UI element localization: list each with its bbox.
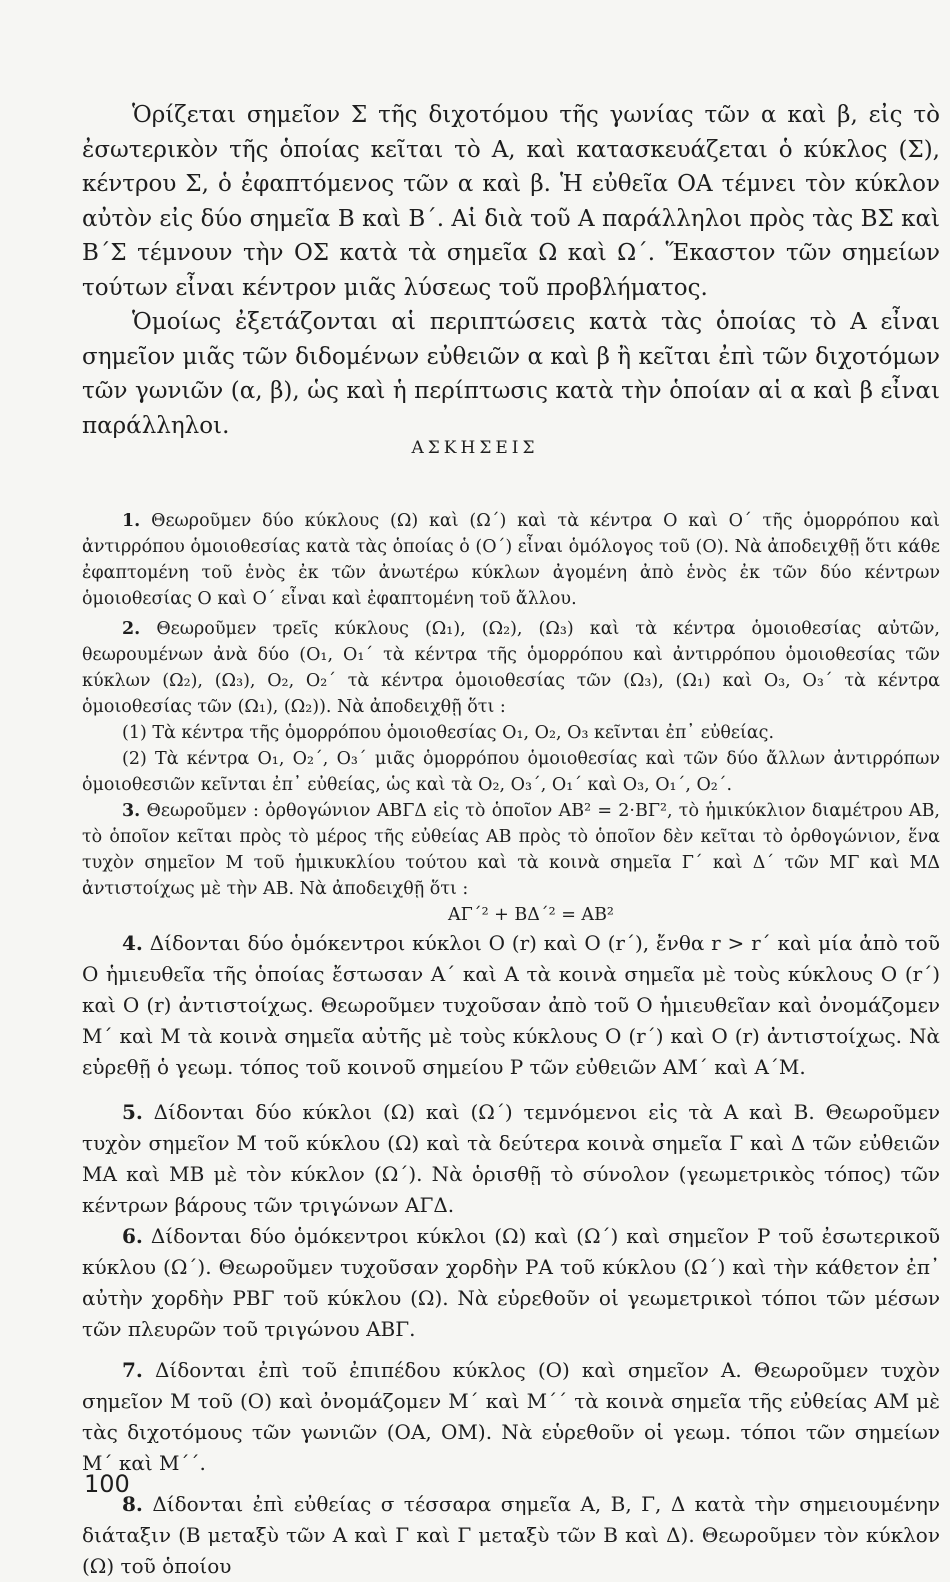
intro-paragraph-1: Ὁρίζεται σημεῖον Σ τῆς διχοτόμου τῆς γωνίας τῶν α καὶ β, εἰς τὸ ἐσωτερικὸν τῆς ὁποίας κεῖται τὸ Α, καὶ κατασκευάζεται ὁ κύκλος (Σ), κέντρου Σ, ὁ ἐφαπτόμενος τῶν α καὶ β. Ἡ εὐθεῖα ΟΑ τέμνει τὸν κύκλον αὐτὸν εἰς δύο σημεῖα Β καὶ Β΄. Αἱ διὰ τοῦ Α παράλληλοι πρὸς τὰς ΒΣ καὶ Β΄Σ τέμνουν τὴν ΟΣ κατὰ τὰ σημεῖα Ω καὶ Ω΄. Ἕκαστον τῶν σημείων τούτων εἶναι κέντρον μιᾶς λύσεως τοῦ προβλήματος. bbox=[82, 102, 940, 301]
exercise-text: Δίδονται ἐπὶ τοῦ ἐπιπέδου κύκλος (Ο) καὶ σημεῖον Α. Θεωροῦμεν τυχὸν σημεῖον Μ τοῦ (Ο) καὶ ὀνομάζομεν Μ΄ καὶ Μ΄΄ τὰ κοινὰ σημεῖα τῆς εὐθείας ΑΜ μὲ τὰς διχοτόμους τῶν γωνιῶν (ΟΑ, ΟΜ). Νὰ εὑρεθοῦν οἱ γεωμ. τόποι τῶν σημείων Μ΄ καὶ Μ΄΄. bbox=[82, 1358, 941, 1475]
exercise-number: 1. bbox=[122, 511, 141, 531]
exercise-5 bbox=[82, 1097, 940, 1221]
exercises-list bbox=[82, 508, 940, 1582]
exercise-number: 7. bbox=[122, 1358, 143, 1382]
intro-text bbox=[82, 98, 940, 443]
exercise-number: 3. bbox=[122, 801, 141, 821]
exercise-4 bbox=[82, 928, 940, 1083]
exercise-3 bbox=[82, 798, 940, 928]
exercise-subitem: (1) Τὰ κέντρα τῆς ὁμορρόπου ὁμοιοθεσίας Ο₁, Ο₂, Ο₃ κεῖνται ἐπ᾽ εὐθείας. bbox=[122, 723, 775, 743]
intro-paragraph-2: Ὁμοίως ἐξετάζονται αἱ περιπτώσεις κατὰ τὰς ὁποίας τὸ Α εἶναι σημεῖον μιᾶς τῶν διδομένων εὐθειῶν α καὶ β ἢ κεῖται ἐπὶ τῶν διχοτόμων τῶν γωνιῶν (α, β), ὡς καὶ ἡ περίπτωσις κατὰ τὴν ὁποίαν αἱ α καὶ β εἶναι παράλληλοι. bbox=[82, 309, 940, 439]
exercise-6 bbox=[82, 1221, 940, 1345]
exercise-text: Θεωροῦμεν δύο κύκλους (Ω) καὶ (Ω΄) καὶ τὰ κέντρα Ο καὶ Ο΄ τῆς ὁμορρόπου καὶ ἀντιρρόπου ὁμοιοθεσίας κατὰ τὰς ὁποίας ὁ (Ο΄) εἶναι ὁμόλογος τοῦ (Ο). Νὰ ἀποδειχθῇ ὅτι κάθε ἐφαπτομένη τοῦ ἑνὸς ἐκ τῶν ἀνωτέρω κύκλων ἀγομένη ἀπὸ ἑνὸς ἐκ τῶν δύο κέντρων ὁμοιοθεσίας Ο καὶ Ο΄ εἶναι καὶ ἐφαπτομένη τοῦ ἄλλου. bbox=[82, 511, 940, 609]
exercise-text: Θεωροῦμεν τρεῖς κύκλους (Ω₁), (Ω₂), (Ω₃) καὶ τὰ κέντρα ὁμοιοθεσίας αὐτῶν, θεωρουμένων ἀνὰ δύο (Ο₁, Ο₁΄ τὰ κέντρα τῆς ὁμορρόπου καὶ ἀντιρρόπου ὁμοιοθεσίας τῶν κύκλων (Ω₂), (Ω₃), Ο₂, Ο₂΄ τὰ κέντρα ὁμοιοθεσίας τῶν (Ω₃), (Ω₁) καὶ Ο₃, Ο₃΄ τὰ κέντρα ὁμοιοθεσίας τῶν (Ω₁), (Ω₂)). Νὰ ἀποδειχθῇ ὅτι : bbox=[82, 619, 940, 717]
exercise-number: 8. bbox=[122, 1492, 143, 1516]
page-number: 100 bbox=[84, 1470, 130, 1498]
exercise-text: Θεωροῦμεν : ὀρθογώνιον ΑΒΓΔ εἰς τὸ ὁποῖον ΑΒ² = 2·ΒΓ², τὸ ἡμικύκλιον διαμέτρου ΑΒ, τὸ ὁποῖον κεῖται πρὸς τὸ μέρος τῆς εὐθείας ΑΒ πρὸς τὸ ὁποῖον δὲν κεῖται τὸ ὀρθογώνιον, ἕνα τυχὸν σημεῖον Μ τοῦ ἡμικυκλίου τούτου καὶ τὰ κοινὰ σημεῖα Γ΄ καὶ Δ΄ τῶν ΜΓ καὶ ΜΔ ἀντιστοίχως μὲ τὴν ΑΒ. Νὰ ἀποδειχθῇ ὅτι : bbox=[82, 801, 940, 899]
exercise-text: Δίδονται δύο κύκλοι (Ω) καὶ (Ω΄) τεμνόμενοι εἰς τὰ Α καὶ Β. Θεωροῦμεν τυχὸν σημεῖον Μ τοῦ κύκλου (Ω) καὶ τὰ δεύτερα κοινὰ σημεῖα Γ καὶ Δ τῶν εὐθειῶν ΜΑ καὶ ΜΒ μὲ τὸν κύκλον (Ω΄). Νὰ ὁρισθῇ τὸ σύνολον (γεωμετρικὸς τόπος) τῶν κέντρων βάρους τῶν τριγώνων ΑΓΔ. bbox=[82, 1100, 940, 1217]
exercise-subitem: (2) Τὰ κέντρα Ο₁, Ο₂΄, Ο₃΄ μιᾶς ὁμορρόπου ὁμοιοθεσίας καὶ τῶν δύο ἄλλων ἀντιρρόπων ὁμοιοθεσιῶν κεῖνται ἐπ᾽ εὐθείας, ὡς καὶ τὰ Ο₂, Ο₃΄, Ο₁΄ καὶ Ο₃, Ο₁΄, Ο₂΄. bbox=[82, 749, 940, 795]
exercise-1 bbox=[82, 508, 940, 612]
formula: ΑΓ΄² + ΒΔ΄² = ΑΒ² bbox=[448, 905, 614, 925]
exercise-2 bbox=[82, 616, 940, 798]
exercise-number: 2. bbox=[122, 619, 141, 639]
exercise-text: Δίδονται δύο ὁμόκεντροι κύκλοι Ο (r) καὶ Ο (r΄), ἔνθα r > r΄ καὶ μία ἀπὸ τοῦ Ο ἡμιευθεῖα τῆς ὁποίας ἔστωσαν Α΄ καὶ Α τὰ κοινὰ σημεῖα μὲ τοὺς κύκλους Ο (r΄) καὶ Ο (r) ἀντιστοίχως. Θεωροῦμεν τυχοῦσαν ἀπὸ τοῦ Ο ἡμιευθεῖαν καὶ ὀνομάζομεν Μ΄ καὶ Μ τὰ κοινὰ σημεῖα αὐτῆς μὲ τοὺς κύκλους Ο (r΄) καὶ Ο (r) ἀντιστοίχως. Νὰ εὑρεθῇ ὁ γεωμ. τόπος τοῦ κοινοῦ σημείου Ρ τῶν εὐθειῶν ΑΜ΄ καὶ Α΄Μ. bbox=[82, 931, 941, 1079]
exercise-text: Δίδονται ἐπὶ εὐθείας σ τέσσαρα σημεῖα Α, Β, Γ, Δ κατὰ τὴν σημειουμένην διάταξιν (Β μεταξὺ τῶν Α καὶ Γ καὶ Γ μεταξὺ τῶν Β καὶ Δ). Θεωροῦμεν τὸν κύκλον (Ω) τοῦ ὁποίου bbox=[82, 1492, 940, 1578]
exercise-8 bbox=[82, 1489, 940, 1582]
exercise-text: Δίδονται δύο ὁμόκεντροι κύκλοι (Ω) καὶ (Ω΄) καὶ σημεῖον Ρ τοῦ ἐσωτερικοῦ κύκλου (Ω΄). Θεωροῦμεν τυχοῦσαν χορδὴν ΡΑ τοῦ κύκλου (Ω΄) καὶ τὴν κάθετον ἐπ᾽ αὐτὴν χορδὴν ΡΒΓ τοῦ κύκλου (Ω). Νὰ εὑρεθοῦν οἱ γεωμετρικοὶ τόποι τῶν μέσων τῶν πλευρῶν τοῦ τριγώνου ΑΒΓ. bbox=[82, 1224, 941, 1341]
exercises-heading: ΑΣΚΗΣΕΙΣ bbox=[411, 438, 539, 458]
exercise-number: 4. bbox=[122, 931, 143, 955]
exercise-number: 6. bbox=[122, 1224, 143, 1248]
exercise-7 bbox=[82, 1355, 940, 1479]
exercise-number: 5. bbox=[122, 1100, 143, 1124]
